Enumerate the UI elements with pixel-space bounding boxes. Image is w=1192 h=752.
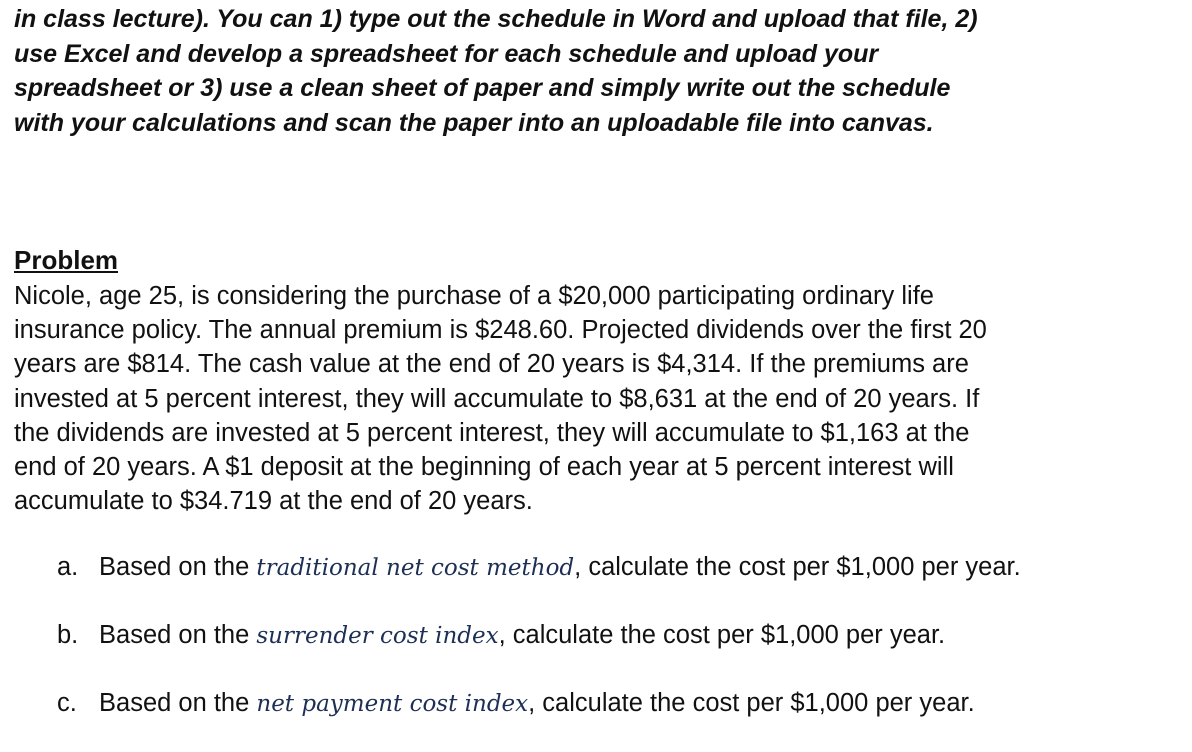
problem-line: the dividends are invested at 5 percent interest, they will accumulate to $1,163 at the	[14, 418, 970, 447]
instructions-paragraph	[14, 2, 1184, 140]
method-name: net payment cost index	[256, 691, 529, 717]
question-letter: a.	[57, 553, 79, 581]
problem-line: insurance policy. The annual premium is $248.60. Projected dividends over the first 20	[14, 316, 987, 345]
instructions-line: with your calculations and scan the paper into an uploadable file into canvas.	[14, 108, 934, 137]
question-item-b	[57, 616, 1177, 684]
method-name: surrender cost index	[256, 623, 499, 649]
problem-heading: Problem	[14, 245, 119, 275]
question-prefix: Based on the	[99, 689, 257, 717]
question-suffix: , calculate the cost per $1,000 per year.	[574, 553, 1021, 581]
question-prefix: Based on the	[99, 553, 257, 581]
problem-line: accumulate to $34.719 at the end of 20 years.	[14, 487, 533, 516]
question-suffix: , calculate the cost per $1,000 per year.	[528, 689, 975, 717]
question-item-a	[57, 548, 1177, 616]
problem-line: end of 20 years. A $1 deposit at the beginning of each year at 5 percent interest will	[14, 453, 954, 482]
method-name: traditional net cost method	[256, 555, 575, 581]
problem-line: years are $814. The cash value at the end of 20 years is $4,314. If the premiums are	[14, 350, 969, 379]
instructions-line: use Excel and develop a spreadsheet for each schedule and upload your	[14, 39, 879, 68]
question-suffix: , calculate the cost per $1,000 per year.	[498, 621, 946, 649]
question-prefix: Based on the	[99, 621, 257, 649]
instructions-line: spreadsheet or 3) use a clean sheet of paper and simply write out the schedule	[14, 74, 951, 102]
instructions-line: in class lecture). You can 1) type out the schedule in Word and upload that file, 2)	[14, 5, 978, 33]
question-letter: b.	[57, 621, 79, 649]
problem-line: Nicole, age 25, is considering the purchase of a $20,000 participating ordinary life	[14, 282, 934, 310]
problem-line: invested at 5 percent interest, they will accumulate to $8,631 at the end of 20 years. If	[14, 384, 980, 413]
problem-statement	[14, 279, 1184, 518]
question-list	[57, 548, 1177, 752]
question-letter: c.	[57, 689, 77, 717]
